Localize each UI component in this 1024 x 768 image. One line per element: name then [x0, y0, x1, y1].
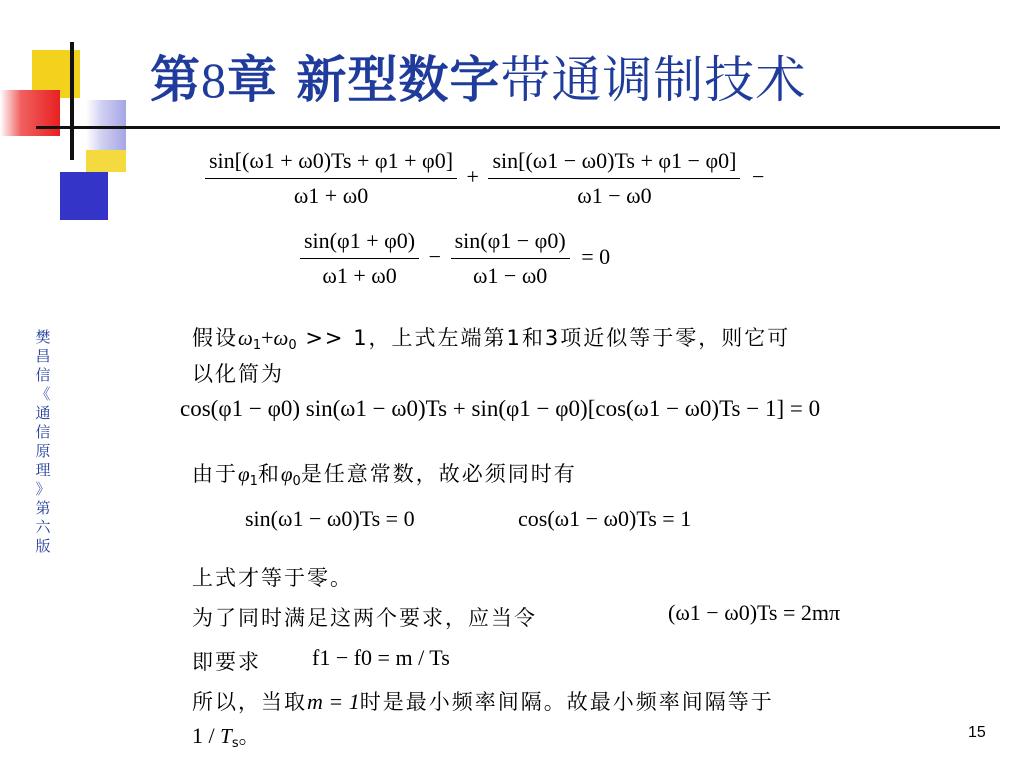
- sidebar-char: 理: [35, 461, 51, 479]
- sidebar-char: 樊: [35, 328, 51, 346]
- decor-blue-square: [60, 172, 108, 220]
- paragraph-4: 为了同时满足这两个要求，应当令: [192, 606, 537, 630]
- title-underline: [36, 126, 1000, 129]
- paragraph-5: 即要求: [192, 650, 261, 674]
- sidebar-char: 信: [35, 366, 51, 384]
- page-title: [150, 40, 806, 112]
- paragraph-3: 上式才等于零。: [192, 566, 353, 590]
- fraction-2a: [300, 228, 419, 289]
- equation-3: cos(φ1 − φ0) sin(ω1 − ω0)Ts + sin(φ1 − φ0)[cos(ω1 − ω0)Ts − 1] = 0: [180, 396, 821, 421]
- title-prefix: 第: [150, 51, 201, 109]
- fraction-2b: [451, 228, 570, 289]
- paragraph-6-prefix: 所以，当取: [192, 690, 307, 714]
- paragraph-2-prefix: 由于: [192, 462, 238, 486]
- fraction-2a-denominator: ω1 + ω0: [300, 258, 419, 289]
- paragraph-2-suffix: 是任意常数，故必须同时有: [300, 462, 577, 486]
- sidebar-char: 昌: [35, 347, 51, 365]
- equation-line-2: $\frac{\sin(\varphi 1 + \varphi 0)}{\omega 1 + \omega 0}$ − $\frac{\sin(\varphi 1 - \varphi 0)}{\omega 1 - \omega 0}$ = 0: [300, 228, 610, 289]
- equation-7: m = 1: [307, 689, 360, 714]
- equation-2-rhs: = 0: [581, 243, 611, 269]
- fraction-1b: [488, 148, 740, 209]
- fraction-1b-denominator: ω1 − ω0: [488, 178, 740, 209]
- paragraph-then-zero: [192, 564, 353, 592]
- sidebar-char: 《: [35, 385, 51, 403]
- equation-line-5: [668, 600, 840, 626]
- decor-red-square: [0, 90, 60, 136]
- decor-yellow-strip: [86, 150, 126, 172]
- equation-line-4b: [518, 506, 691, 532]
- paragraph-1-prefix: 假设: [192, 326, 238, 350]
- paragraph-constants: 由于$\varphi_1$和$\varphi_0$是任意常数，故必须同时有: [192, 462, 577, 489]
- equation-4b: cos(ω1 − ω0)Ts = 1: [518, 506, 692, 531]
- paragraph-7-end: 。: [238, 724, 262, 748]
- sidebar-char: 六: [35, 518, 51, 536]
- page-number: 15: [968, 724, 986, 741]
- fraction-1a-denominator: ω1 + ω0: [205, 178, 457, 209]
- equation-5: (ω1 − ω0)Ts = 2mπ: [668, 600, 841, 625]
- sidebar-char: 通: [35, 404, 51, 422]
- paragraph-assumption-line2: [192, 360, 284, 388]
- paragraph-2-and: 和: [257, 462, 281, 486]
- sidebar-char: 版: [35, 537, 51, 555]
- paragraph-requirement: [192, 604, 537, 632]
- sidebar-char: 信: [35, 423, 51, 441]
- title-number: 8: [201, 52, 227, 108]
- paragraph-conclusion: [192, 688, 774, 716]
- paragraph-assumption: 假设$\omega_1+\omega_0 >> 1$，上式左端第1和3项近似等于零，则它可: [192, 325, 791, 353]
- paragraph-that-is: [192, 648, 261, 676]
- title-chapter: 章 新型数字: [227, 51, 501, 109]
- fraction-1a: [205, 148, 457, 209]
- paragraph-1-line2: 以化简为: [192, 362, 284, 386]
- decor-vertical-line: [70, 42, 74, 160]
- sidebar-char: 原: [35, 442, 51, 460]
- paragraph-6-suffix: 时是最小频率间隔。故最小频率间隔等于: [359, 690, 774, 714]
- paragraph-conclusion-line2: $1 / T_s$。: [192, 723, 262, 751]
- equation-line-6: [312, 645, 450, 671]
- decor-lavender-square: [86, 100, 126, 150]
- paragraph-1-middle: >> 1，上式左端第1和3项近似等于零，则它可: [305, 326, 791, 350]
- title-rest: 带通调制技术: [500, 51, 807, 109]
- sidebar-book-reference: [32, 328, 54, 556]
- fraction-1a-numerator: sin[(ω1 + ω0)Ts + φ1 + φ0]: [209, 148, 454, 173]
- equation-line-4a: [245, 506, 415, 532]
- fraction-1b-numerator: sin[(ω1 − ω0)Ts + φ1 − φ0]: [492, 148, 737, 173]
- sidebar-char: 》: [35, 480, 51, 498]
- equation-4a: sin(ω1 − ω0)Ts = 0: [245, 506, 415, 531]
- equation-6: f1 − f0 = m / Ts: [312, 645, 450, 670]
- sidebar-char: 第: [35, 499, 51, 517]
- fraction-2b-denominator: ω1 − ω0: [451, 258, 570, 289]
- equation-line-3: [180, 396, 820, 422]
- equation-line-1: $\frac{\sin[(\omega 1 + \omega 0)Ts + \varphi 1 + \varphi 0]}{\omega 1 + \omega 0}$ + $\frac{\sin[(\omega 1 - \omega 0)Ts + \varphi 1 - \varphi 0]}{\omega 1 - \omega 0}$ −: [205, 148, 764, 209]
- fraction-2a-numerator: sin(φ1 + φ0): [304, 228, 416, 253]
- fraction-2b-numerator: sin(φ1 − φ0): [454, 228, 566, 253]
